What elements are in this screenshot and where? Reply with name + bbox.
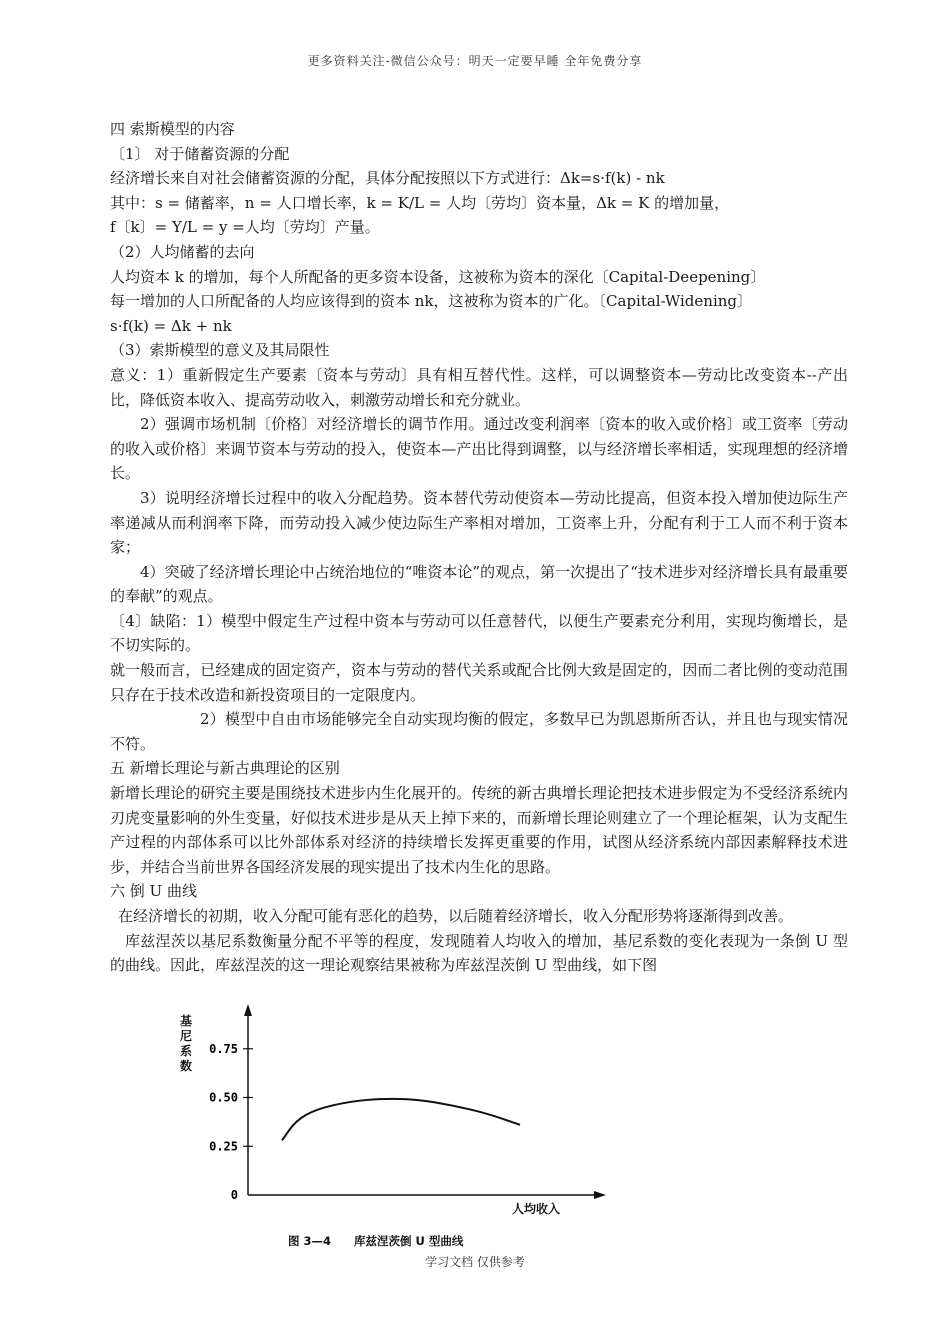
paragraph: 3）说明经济增长过程中的收入分配趋势。资本替代劳动使资本—劳动比提高，但资本投入增加使边际生产率递减从而利润率下降，而劳动投入减少使边际生产率相对增加，工资率上升，分配有利于工人而不利于资本家； (110, 488, 848, 557)
subheading-2: （2）人均储蓄的去向 (110, 242, 255, 261)
paragraph: 人均资本 k 的增加，每个人所配备的更多资本设备，这被称为资本的深化〔Capital-Deepening〕 (110, 267, 766, 286)
x-axis-label: 人均收入 (512, 1202, 561, 1216)
kuznets-curve-chart (170, 1000, 630, 1250)
paragraph: 4）突破了经济增长理论中占统治地位的“唯资本论”的观点，第一次提出了“技术进步对经济增长具有最重要的奉献”的观点。 (110, 562, 848, 606)
figure-caption: 图 3—4 库兹涅茨倒 U 型曲线 (288, 1234, 464, 1248)
y-axis-label-char: 系 (180, 1044, 193, 1058)
subheading-3: （3）索斯模型的意义及其局限性 (110, 341, 330, 360)
y-tick-label: 0.25 (209, 1139, 238, 1154)
subheading-1: 〔1〕 对于储蓄资源的分配 (110, 144, 290, 163)
paragraph: 〔4〕缺陷：1）模型中假定生产过程中资本与劳动可以任意替代，以便生产要素充分利用，实现均衡增长，是不切实际的。 (110, 611, 848, 655)
x-axis-arrow (594, 1191, 606, 1199)
page-footer: 学习文档 仅供参考 (425, 1255, 525, 1269)
section-heading-6: 六 倒 U 曲线 (110, 882, 197, 901)
y-axis-label-char: 尼 (180, 1029, 193, 1043)
y-tick-label: 0.50 (209, 1090, 238, 1105)
paragraph: 库兹涅茨以基尼系数衡量分配不平等的程度，发现随着人均收入的增加，基尼系数的变化表现为一条倒 U 型的曲线。因此，库兹涅茨的这一理论观察结果被称为库兹涅茨倒 U 型曲线，如下图 (110, 931, 848, 975)
paragraph: 其中：s = 储蓄率，n = 人口增长率，k = K/L = 人均〔劳均〕资本量，Δk = K 的增加量， (110, 193, 730, 212)
paragraph: f〔k〕= Y/L = y =人均〔劳均〕产量。 (110, 218, 380, 237)
y-axis-arrow (244, 1004, 252, 1016)
y-tick-label: 0.75 (209, 1041, 238, 1056)
paragraph: 新增长理论的研究主要是围绕技术进步内生化展开的。传统的新古典增长理论把技术进步假定为不受经济系统内刃虎变量影响的外生变量，好似技术进步是从天上掉下来的，而新增长理论则建立了一个理论框架，认为支配生产过程的内部体系可以比外部体系对经济的持续增长发挥更重要的作用，试图从经济系统内部因素解释技术进步，并结合当前世界各国经济发展的现实提出了技术内生化的思路。 (110, 784, 848, 876)
y-axis-label (180, 1013, 192, 1073)
paragraph: 每一增加的人口所配备的人均应该得到的资本 nk，这被称为资本的广化。〔Capital-Widening〕 (110, 292, 753, 311)
paragraph: 意义：1）重新假定生产要素〔资本与劳动〕具有相互替代性。这样，可以调整资本—劳动比改变资本--产出比，降低资本收入、提高劳动收入，刺激劳动增长和充分就业。 (110, 365, 848, 409)
series-line-kuznets (282, 1099, 520, 1141)
paragraph: 在经济增长的初期，收入分配可能有恶化的趋势，以后随着经济增长，收入分配形势将逐渐得到改善。 (118, 907, 794, 925)
y-tick-label: 0 (230, 1188, 238, 1202)
paragraph: 2）强调市场机制〔价格〕对经济增长的调节作用。通过改变利润率〔资本的收入或价格〕或工资率〔劳动的收入或价格〕来调节资本与劳动的投入，使资本—产出比得到调整，以与经济增长率相适，实现理想的经济增长。 (110, 415, 848, 483)
paragraph: 经济增长来自对社会储蓄资源的分配，具体分配按照以下方式进行：Δk=s·f(k) - nk (110, 169, 665, 188)
y-axis-label-char: 基 (180, 1014, 193, 1028)
section-heading-5: 五 新增长理论与新古典理论的区别 (110, 759, 340, 778)
document-body (110, 117, 848, 978)
paragraph: 2）模型中自由市场能够完全自动实现均衡的假定，多数早已为凯恩斯所否认，并且也与现实情况不符。 (110, 710, 848, 753)
paragraph: 就一般而言，已经建成的固定资产，资本与劳动的替代关系或配合比例大致是固定的，因而二者比例的变动范围只存在于技术改造和新投资项目的一定限度内。 (110, 661, 848, 704)
page-header: 更多资料关注-微信公众号：明天一定要早睡 全年免费分享 (307, 54, 643, 68)
y-axis-label-char: 数 (180, 1059, 193, 1073)
formula: s·f(k) = Δk + nk (110, 316, 232, 335)
y-ticks (209, 1042, 253, 1202)
section-heading-4: 四 索斯模型的内容 (110, 120, 235, 138)
